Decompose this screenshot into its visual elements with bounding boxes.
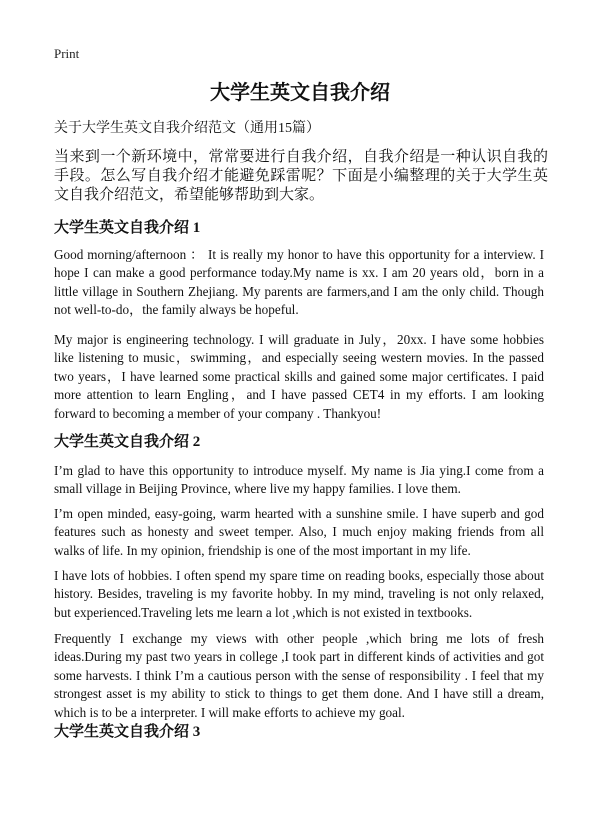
paragraph-1-1: Good morning/afternoon ： It is really my honor to have this opportunity for a interview. I hope I can make a good performance today.My name is xx. I am 20 years old，born in a little village in Southern Zhejiang. My parents are farmers,and I am the only child. Though not well-to-do，the family always be hopeful.	[54, 247, 544, 318]
print-label[interactable]: Print	[54, 46, 80, 61]
page-title: 大学生英文自我介绍	[210, 82, 390, 104]
intro-paragraph: 当来到一个新环境中，常常要进行自我介绍，自我介绍是一种认识自我的手段。怎么写自我介绍才能避免踩雷呢？下面是小编整理的关于大学生英文自我介绍范文，希望能够帮助到大家。	[54, 149, 548, 203]
section-heading-3: 大学生英文自我介绍 3	[54, 724, 201, 740]
subtitle: 关于大学生英文自我介绍范文（通用15篇）	[54, 121, 320, 136]
paragraph-2-1: I’m glad to have this opportunity to introduce myself. My name is Jia ying.I come from a small village in Beijing Province, where live my happy families. I love them.	[54, 463, 544, 497]
paragraph-2-3: I have lots of hobbies. I often spend my spare time on reading books, especially those about history. Besides, traveling is my favorite hobby. In my mind, traveling is not only relaxed, but experienced.Traveling lets me learn a lot ,which is not existed in textbooks.	[54, 568, 544, 620]
section-heading-1: 大学生英文自我介绍 1	[54, 220, 201, 236]
paragraph-2-2: I’m open minded, easy-going, warm hearted with a sunshine smile. I have superb and god features such as honesty and sweet temper. Also, I much enjoy making friends from all walks of life. In my opinion, friendship is one of the most important in my life.	[54, 506, 544, 558]
paragraph-1-2: My major is engineering technology. I will graduate in July，20xx. I have some hobbies like listening to music，swimming，and especially seeing western movies. In the passed two years，I have learned some practical skills and gained some major certificates. I paid more attention to learn Engling，and I have passed CET4 in my efforts. I am looking forward to becoming a member of your company . Thankyou!	[54, 332, 544, 421]
section-heading-2: 大学生英文自我介绍 2	[54, 434, 201, 450]
paragraph-2-4: Frequently I exchange my views with other people ,which bring me lots of fresh ideas.During my past two years in college ,I took part in different kinds of activities and got some harvests. I think I’m a cautious person with the sense of responsibility . I feel that my strongest asset is my ability to stick to things to get them done. And I have still a dream, which is to be a interpreter. I will make efforts to achieve my goal.	[54, 631, 544, 720]
